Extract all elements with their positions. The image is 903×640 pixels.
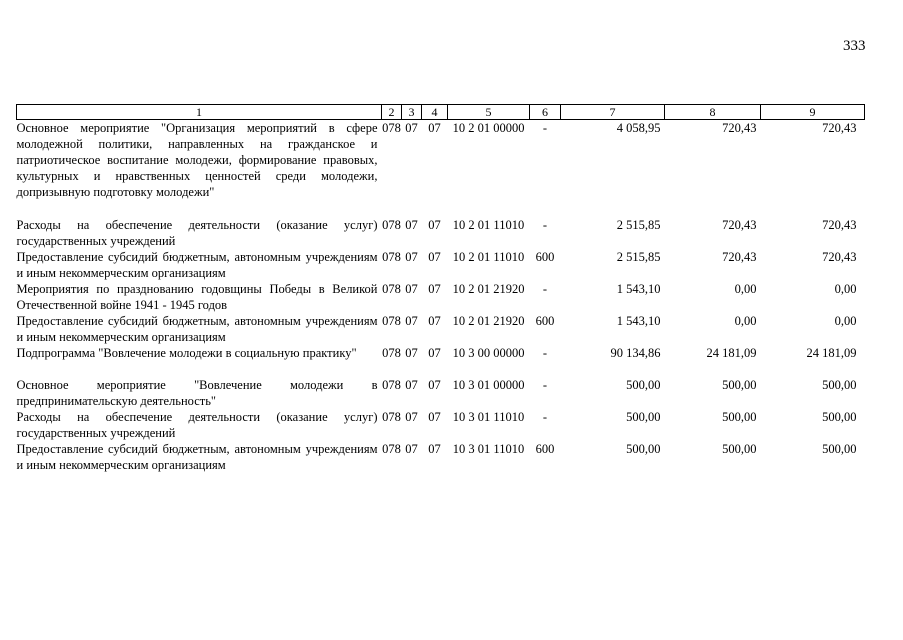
cell-amount-2: 0,00 xyxy=(734,314,757,328)
cell-expense-type: - xyxy=(542,121,548,135)
table-row xyxy=(17,281,865,313)
table-row xyxy=(17,441,865,473)
row-name: Мероприятия по празднованию годовщины Победы в Великой Отечественной войне 1941 - 1945 годов xyxy=(16,282,378,312)
table-row xyxy=(17,409,865,441)
table-row xyxy=(17,345,865,377)
cell-section: 07 xyxy=(405,410,418,424)
cell-subsection: 07 xyxy=(428,282,441,296)
cell-amount-2: 500,00 xyxy=(722,442,757,456)
page-number: 333 xyxy=(843,38,866,54)
cell-target-code: 10 2 01 21920 xyxy=(452,282,525,296)
header-cell: 6 xyxy=(530,105,561,120)
cell-amount-2: 500,00 xyxy=(722,378,757,392)
header-cell: 4 xyxy=(422,105,448,120)
cell-subsection: 07 xyxy=(428,121,441,135)
cell-amount-3: 24 181,09 xyxy=(806,346,857,360)
cell-expense-type: - xyxy=(542,282,548,296)
cell-amount-2: 720,43 xyxy=(722,250,757,264)
header-cell: 5 xyxy=(448,105,530,120)
table-row xyxy=(17,313,865,345)
cell-section: 07 xyxy=(405,218,418,232)
row-name: Основное мероприятие "Организация мероприятий в сфере молодежной политики, направленных на гражданское и патриотическое воспитание молодежи, формирование правовых, культурных и нравственных ценностей среди молодежи, допризывную подготовку молодежи" xyxy=(16,121,378,199)
cell-ministry: 078 xyxy=(382,410,401,424)
cell-target-code: 10 3 01 11010 xyxy=(452,442,525,456)
cell-amount-1: 2 515,85 xyxy=(616,218,661,232)
cell-target-code: 10 3 01 11010 xyxy=(452,410,525,424)
cell-target-code: 10 2 01 00000 xyxy=(452,121,525,135)
header-cell: 7 xyxy=(561,105,665,120)
row-name: Подпрограмма "Вовлечение молодежи в социальную практику" xyxy=(16,346,357,360)
cell-ministry: 078 xyxy=(382,250,401,264)
cell-subsection: 07 xyxy=(428,410,441,424)
cell-ministry: 078 xyxy=(382,442,401,456)
cell-section: 07 xyxy=(405,250,418,264)
cell-expense-type: - xyxy=(542,346,548,360)
cell-section: 07 xyxy=(405,121,418,135)
cell-ministry: 078 xyxy=(382,314,401,328)
cell-expense-type: - xyxy=(542,378,548,392)
row-name: Предоставление субсидий бюджетным, автономным учреждениям и иным некоммерческим организациям xyxy=(16,250,378,280)
cell-ministry: 078 xyxy=(382,346,401,360)
budget-table xyxy=(16,104,865,473)
cell-amount-1: 1 543,10 xyxy=(616,282,661,296)
cell-amount-2: 500,00 xyxy=(722,410,757,424)
cell-target-code: 10 2 01 21920 xyxy=(452,314,525,328)
cell-amount-3: 500,00 xyxy=(822,442,857,456)
cell-amount-3: 720,43 xyxy=(822,121,857,135)
table-row xyxy=(17,249,865,281)
cell-section: 07 xyxy=(405,346,418,360)
cell-amount-3: 720,43 xyxy=(822,250,857,264)
cell-ministry: 078 xyxy=(382,378,401,392)
row-name: Предоставление субсидий бюджетным, автономным учреждениям и иным некоммерческим организациям xyxy=(16,442,378,472)
header-cell: 9 xyxy=(761,105,865,120)
cell-amount-2: 0,00 xyxy=(734,282,757,296)
row-name: Расходы на обеспечение деятельности (оказание услуг) государственных учреждений xyxy=(16,410,378,440)
cell-subsection: 07 xyxy=(428,378,441,392)
row-name: Основное мероприятие "Вовлечение молодежи в предпринимательскую деятельность" xyxy=(16,378,378,408)
cell-amount-1: 90 134,86 xyxy=(610,346,661,360)
header-cell: 3 xyxy=(402,105,422,120)
cell-ministry: 078 xyxy=(382,121,401,135)
cell-amount-3: 720,43 xyxy=(822,218,857,232)
cell-section: 07 xyxy=(405,314,418,328)
cell-amount-1: 500,00 xyxy=(626,378,661,392)
cell-section: 07 xyxy=(405,378,418,392)
cell-subsection: 07 xyxy=(428,346,441,360)
cell-ministry: 078 xyxy=(382,282,401,296)
cell-target-code: 10 3 00 00000 xyxy=(452,346,525,360)
table-row xyxy=(17,120,865,218)
cell-target-code: 10 2 01 11010 xyxy=(452,250,525,264)
cell-amount-1: 4 058,95 xyxy=(616,121,661,135)
cell-amount-3: 0,00 xyxy=(834,314,857,328)
table-row xyxy=(17,217,865,249)
cell-amount-3: 0,00 xyxy=(834,282,857,296)
cell-subsection: 07 xyxy=(428,442,441,456)
cell-amount-1: 1 543,10 xyxy=(616,314,661,328)
header-cell: 2 xyxy=(382,105,402,120)
cell-amount-2: 720,43 xyxy=(722,121,757,135)
cell-expense-type: 600 xyxy=(535,442,555,456)
row-name: Предоставление субсидий бюджетным, автономным учреждениям и иным некоммерческим организациям xyxy=(16,314,378,344)
table-row xyxy=(17,377,865,409)
cell-amount-2: 24 181,09 xyxy=(706,346,757,360)
cell-amount-1: 500,00 xyxy=(626,410,661,424)
cell-subsection: 07 xyxy=(428,250,441,264)
cell-subsection: 07 xyxy=(428,218,441,232)
cell-section: 07 xyxy=(405,282,418,296)
cell-expense-type: - xyxy=(542,410,548,424)
cell-expense-type: 600 xyxy=(535,314,555,328)
header-cell: 8 xyxy=(665,105,761,120)
cell-subsection: 07 xyxy=(428,314,441,328)
cell-amount-3: 500,00 xyxy=(822,378,857,392)
header-row xyxy=(17,105,865,120)
cell-ministry: 078 xyxy=(382,218,401,232)
cell-section: 07 xyxy=(405,442,418,456)
header-cell: 1 xyxy=(17,105,382,120)
cell-amount-3: 500,00 xyxy=(822,410,857,424)
cell-target-code: 10 2 01 11010 xyxy=(452,218,525,232)
cell-amount-1: 500,00 xyxy=(626,442,661,456)
row-name: Расходы на обеспечение деятельности (оказание услуг) государственных учреждений xyxy=(16,218,378,248)
cell-target-code: 10 3 01 00000 xyxy=(452,378,525,392)
cell-expense-type: - xyxy=(542,218,548,232)
cell-amount-1: 2 515,85 xyxy=(616,250,661,264)
cell-amount-2: 720,43 xyxy=(722,218,757,232)
cell-expense-type: 600 xyxy=(535,250,555,264)
